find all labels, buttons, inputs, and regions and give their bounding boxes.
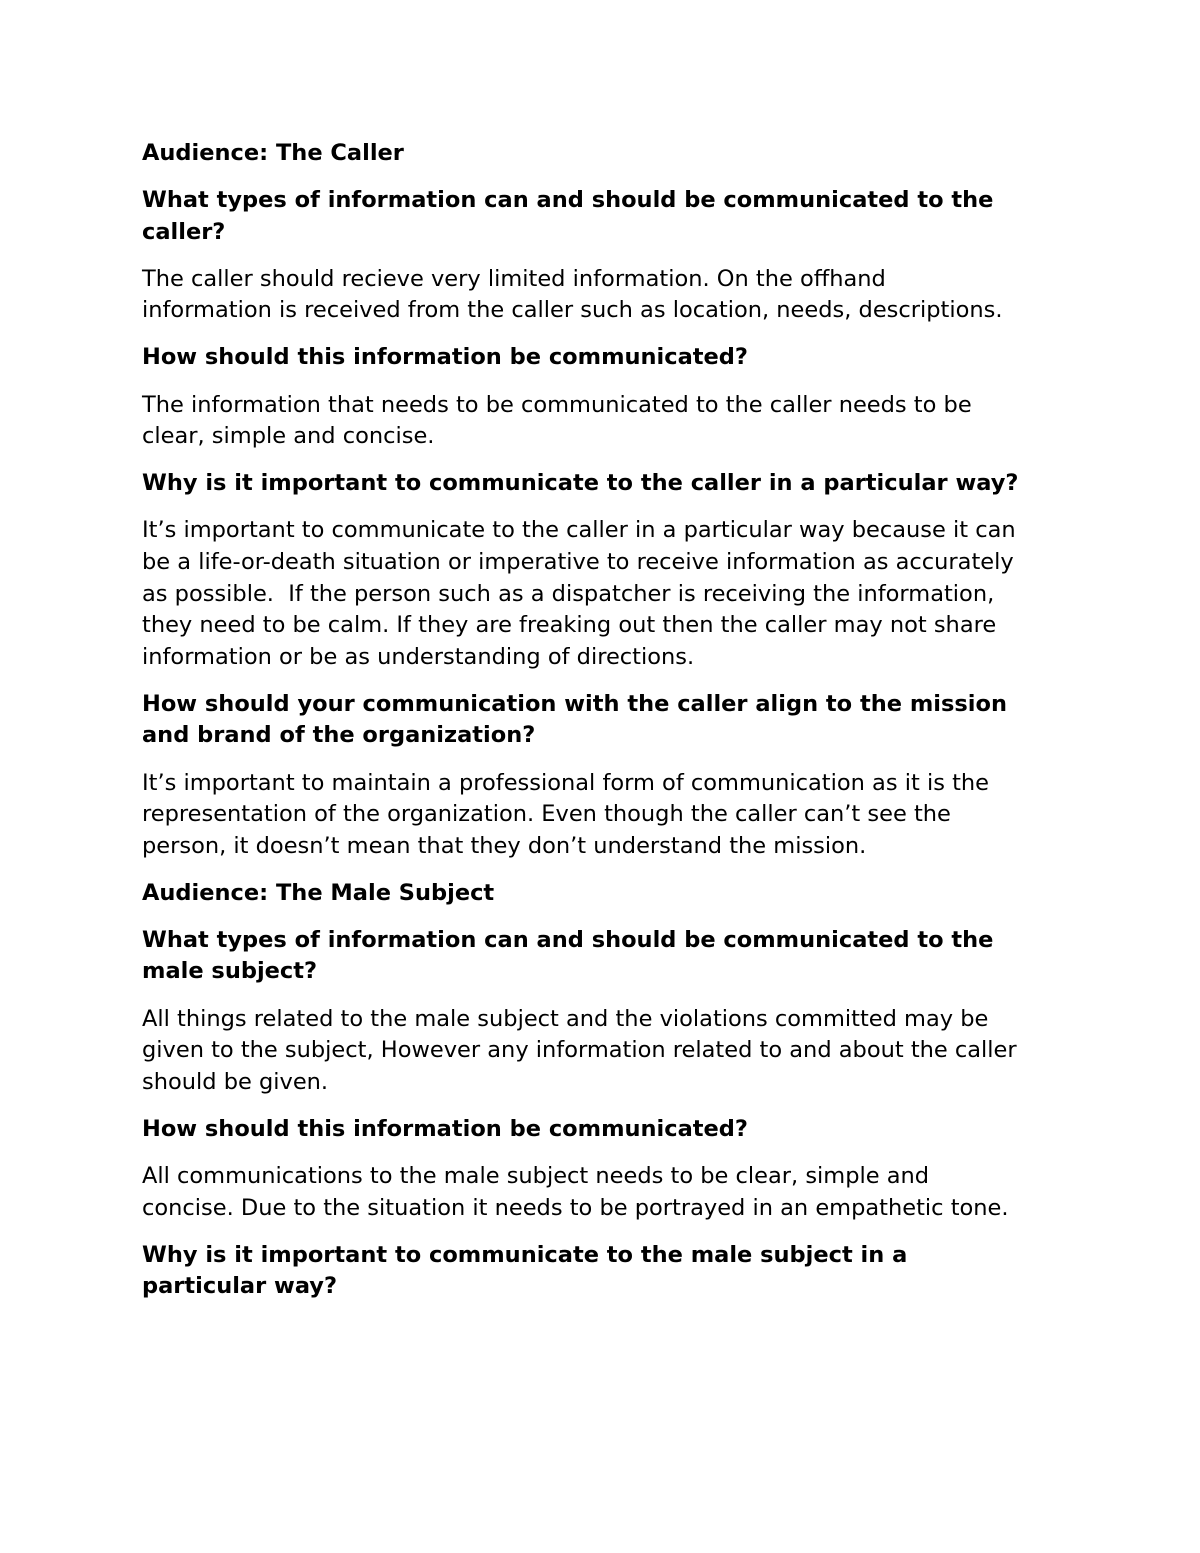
text-line: Audience: The Caller [142,140,404,166]
text-line: information is received from the caller such as location, needs, descriptions. [142,297,1003,324]
text-line: How should this information be communicated? [142,1115,748,1142]
text-line: caller? [142,218,226,245]
text-line: The caller should recieve very limited information. On the offhand [142,265,886,292]
text-line: The information that needs to be communicated to the caller needs to be [142,391,972,418]
text-line: It’s important to communicate to the caller in a particular way because it can [142,517,1016,544]
text-line: clear, simple and concise. [142,423,435,450]
text-line: concise. Due to the situation it needs to be portrayed in an empathetic tone. [142,1194,1009,1221]
text-line: should be given. [142,1068,329,1095]
text-line: be a life-or-death situation or imperative to receive information as accurately [142,548,1014,575]
question-paragraph [142,468,1072,500]
text-line: It’s important to maintain a professional form of communication as it is the [142,769,989,796]
text-line: How should your communication with the caller align to the mission [142,690,1007,717]
answer-paragraph [142,1004,1072,1099]
text-line: as possible. If the person such as a dispatcher is receiving the information, [142,580,995,607]
text-line: representation of the organization. Even though the caller can’t see the [142,801,951,828]
answer-paragraph [142,768,1072,863]
text-line: All things related to the male subject and the violations committed may be [142,1005,989,1032]
text-line: given to the subject, However any information related to and about the caller [142,1037,1017,1064]
question-paragraph [142,1240,1072,1303]
answer-paragraph [142,515,1072,673]
text-line: All communications to the male subject needs to be clear, simple and [142,1162,930,1189]
section-heading [142,878,1072,910]
answer-paragraph [142,1161,1072,1224]
text-line: What types of information can and should be communicated to the [142,187,994,214]
question-paragraph [142,185,1072,248]
text-line: they need to be calm. If they are freaking out then the caller may not share [142,612,997,639]
text-line: particular way? [142,1273,338,1300]
section-heading [142,138,1072,170]
text-line: Why is it important to communicate to the male subject in a [142,1241,908,1268]
text-line: information or be as understanding of directions. [142,643,695,670]
question-paragraph [142,1114,1072,1146]
text-line: How should this information be communicated? [142,344,748,371]
text-line: Audience: The Male Subject [142,879,495,906]
text-line: male subject? [142,958,318,985]
text-line: Why is it important to communicate to the caller in a particular way? [142,470,1019,497]
question-paragraph [142,342,1072,374]
text-line: What types of information can and should be communicated to the [142,926,994,953]
text-line: and brand of the organization? [142,722,536,749]
text-line: person, it doesn’t mean that they don’t understand the mission. [142,832,867,859]
document-page [142,138,1072,1318]
question-paragraph [142,925,1072,988]
question-paragraph [142,689,1072,752]
answer-paragraph [142,390,1072,453]
answer-paragraph [142,264,1072,327]
